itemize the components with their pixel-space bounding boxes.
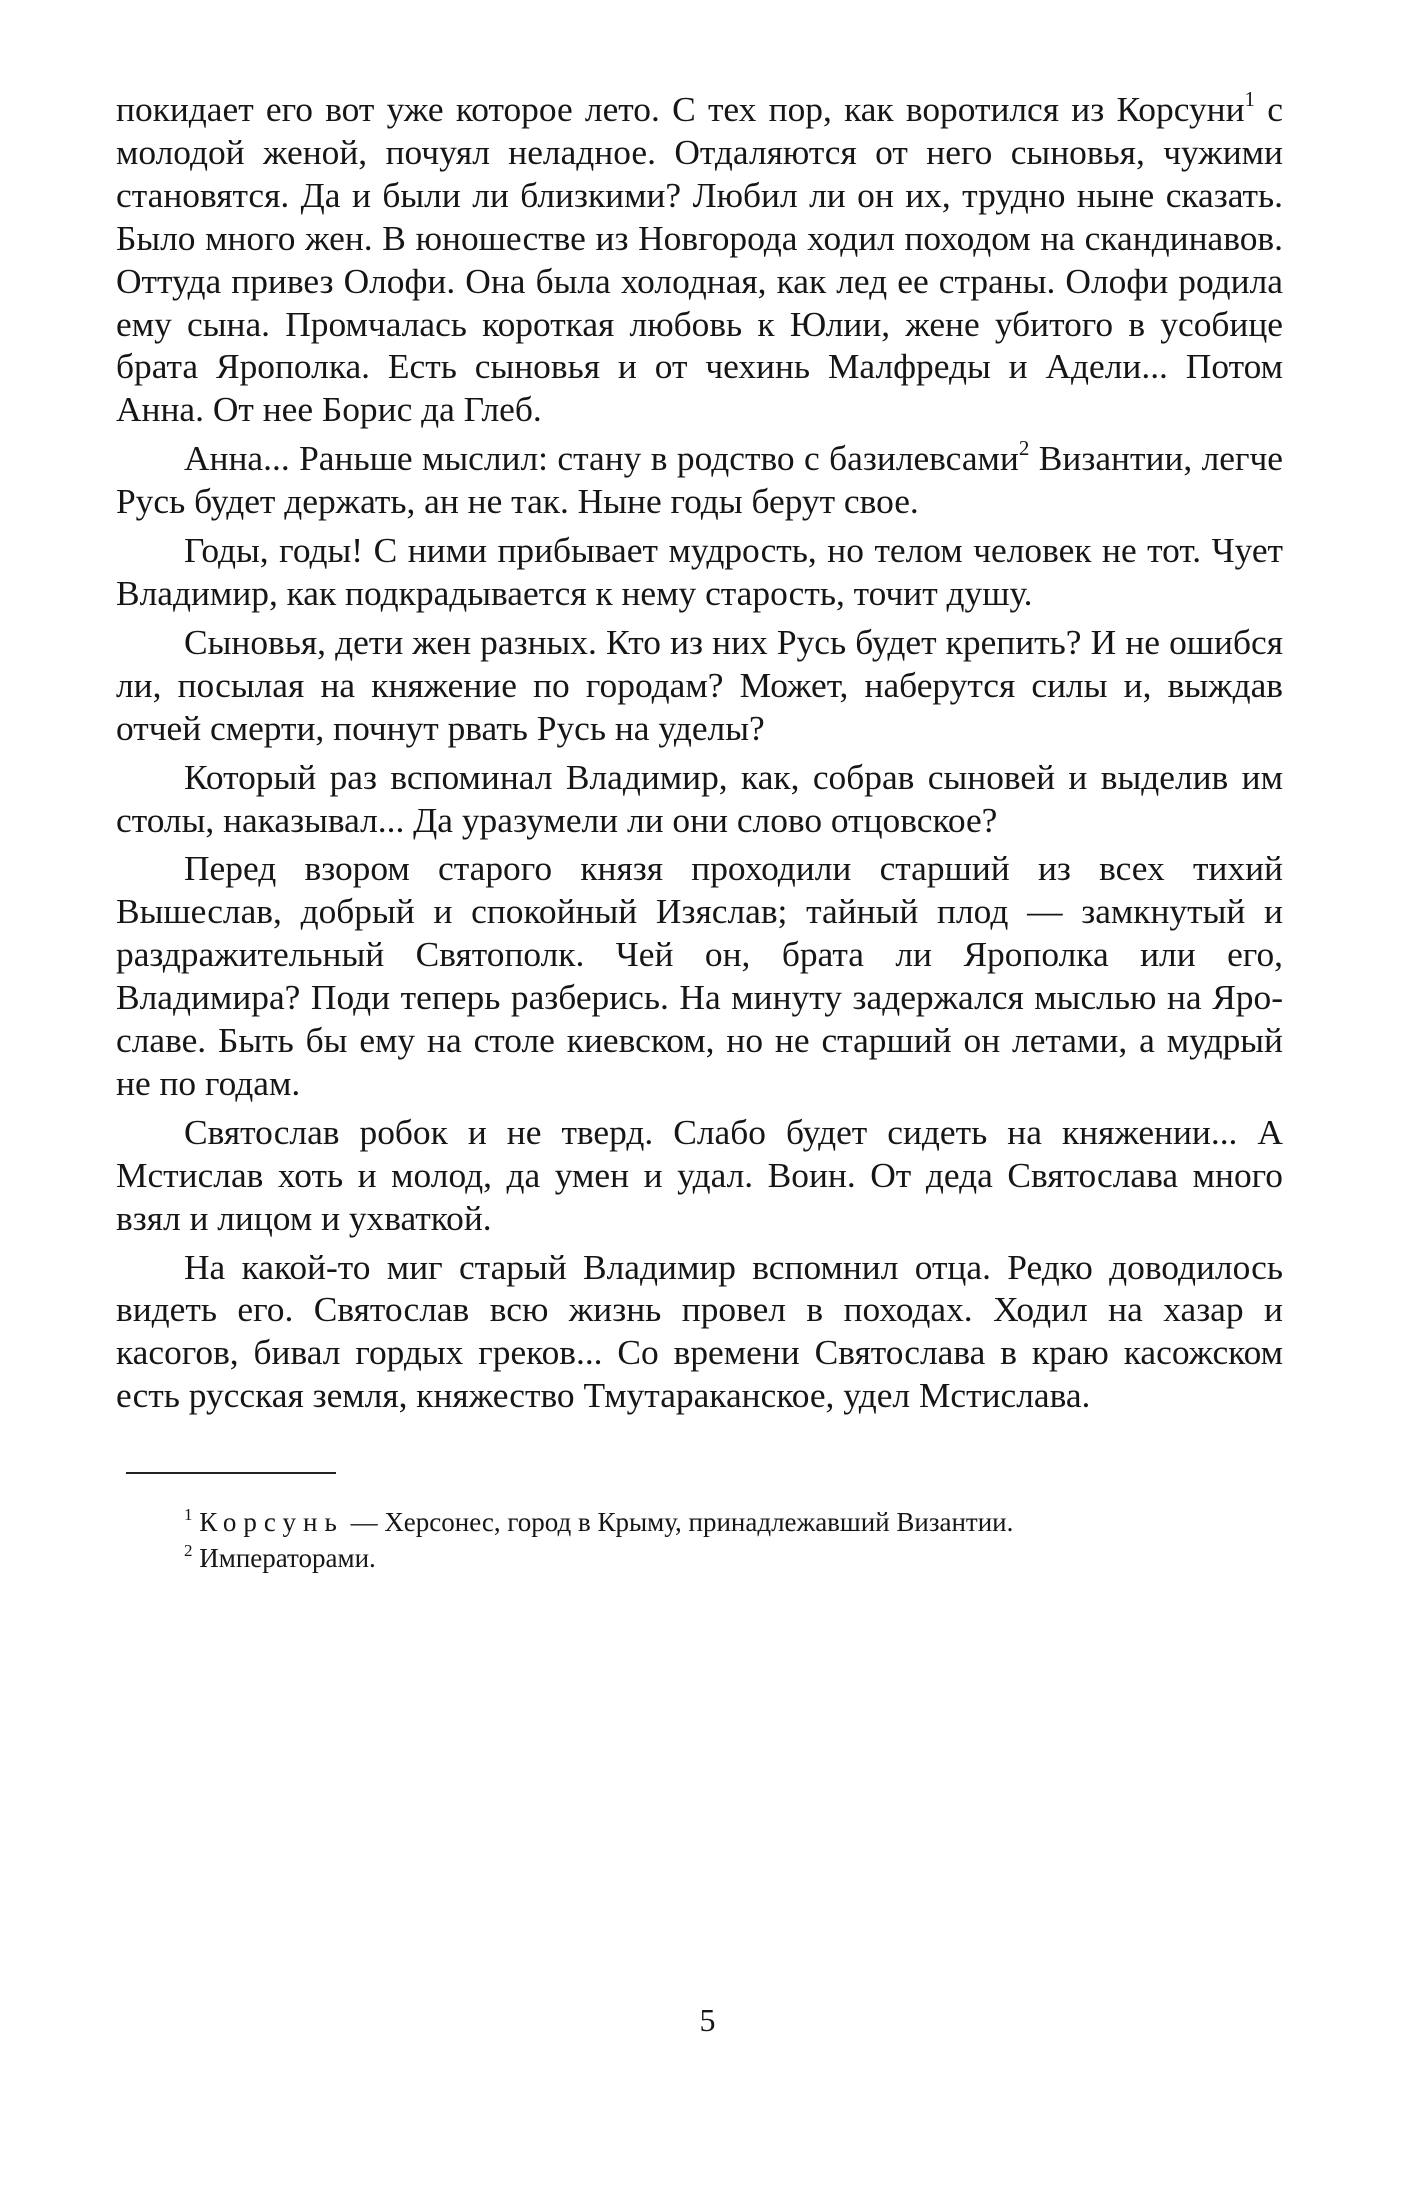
footnote-ref-1: 1 bbox=[1244, 87, 1256, 111]
page-number: 5 bbox=[699, 2002, 716, 2038]
footnote-1-term: Корсунь bbox=[199, 1507, 344, 1538]
footnote-2-mark: 2 bbox=[184, 1541, 193, 1561]
paragraph-2-text-a: Анна... Раньше мыслил: стану в родство с базилевсами bbox=[184, 438, 1019, 479]
paragraph-2 bbox=[116, 437, 1283, 523]
paragraph-1-text-b: с молодой женой, почуял неладное. Отдаляются от него сыновья, чужими становятся. Да и были ли близкими? Любил ли он их, трудно ныне сказать. Было много жен. В юношестве из Новгорода ходил походом на скандинавов. Оттуда привез Олофи. Она была холодная, как лед ее страны. Олофи родила ему сына. Промчалась короткая любовь к Юлии, жене убитого в усобице брата Ярополка. Есть сыновья и от чехинь Малфреды и Адели... Потом Анна. От нее Борис да Глеб. bbox=[116, 89, 1283, 430]
footnote-ref-2: 2 bbox=[1018, 436, 1030, 461]
footnote-2-text: Императорами. bbox=[192, 1543, 376, 1574]
paragraph-5: Который раз вспоминал Владимир, как, собрав сыновей и выделив им столы, наказывал... Да уразумели ли они слово отцовское? bbox=[116, 756, 1283, 840]
paragraph-4: Сыновья, дети жен разных. Кто из них Русь будет крепить? И не ошибся ли, посылая на княжение по городам? Может, наберутся силы и, выждав отчей смерти, почнут рвать Русь на уделы? bbox=[116, 621, 1283, 748]
paragraph-7: Святослав робок и не тверд. Слабо будет сидеть на княжении... А Мстислав хоть и молод, да умен и удал. Воин. От деда Святослава много взял и лицом и ухваткой. bbox=[116, 1111, 1283, 1238]
footnote-2 bbox=[116, 1540, 1283, 1576]
paragraph-3: Годы, годы! С ними прибывает мудрость, но телом человек не тот. Чует Владимир, как подкрадывается к нему старость, точит душу. bbox=[116, 530, 1283, 613]
paragraph-6: Перед взором старого князя проходили старший из всех тихий Вышеслав, добрый и спокойный Изяслав; тайный плод — замкнутый и раздражительный Святополк. Чей он, брата ли Ярополка или его, Владимира? Поди теперь разберись. На минуту задержался мыслью на Ярославе. Быть бы ему на столе киевском, но не старший он летами, а мудрый не по годам. bbox=[116, 848, 1283, 1103]
footnote-1-text: — Херсонес, город в Крыму, принадлежавший Византии. bbox=[343, 1507, 1014, 1538]
footnote-1-mark: 1 bbox=[184, 1505, 193, 1525]
footnote-divider bbox=[126, 1472, 336, 1474]
paragraph-1-text-a: покидает его вот уже которое лето. С тех пор, как воротился из Корсуни bbox=[116, 89, 1245, 129]
paragraph-2-text-b: Византии, легче Русь будет держать, ан не так. Ныне годы берут свое. bbox=[116, 438, 1283, 522]
main-text bbox=[116, 88, 1283, 1417]
paragraph-1 bbox=[116, 88, 1283, 431]
footnotes bbox=[116, 1504, 1283, 1576]
footnote-1 bbox=[116, 1504, 1283, 1540]
paragraph-8: На какой-то миг старый Владимир вспомнил отца. Редко доводилось видеть его. Святослав всю жизнь провел в походах. Ходил на хазар и касогов, бивал гордых греков... Со времени Святослава в краю касожском есть русская земля, княжество Тмутараканское, удел Мстислава. bbox=[116, 1246, 1283, 1416]
